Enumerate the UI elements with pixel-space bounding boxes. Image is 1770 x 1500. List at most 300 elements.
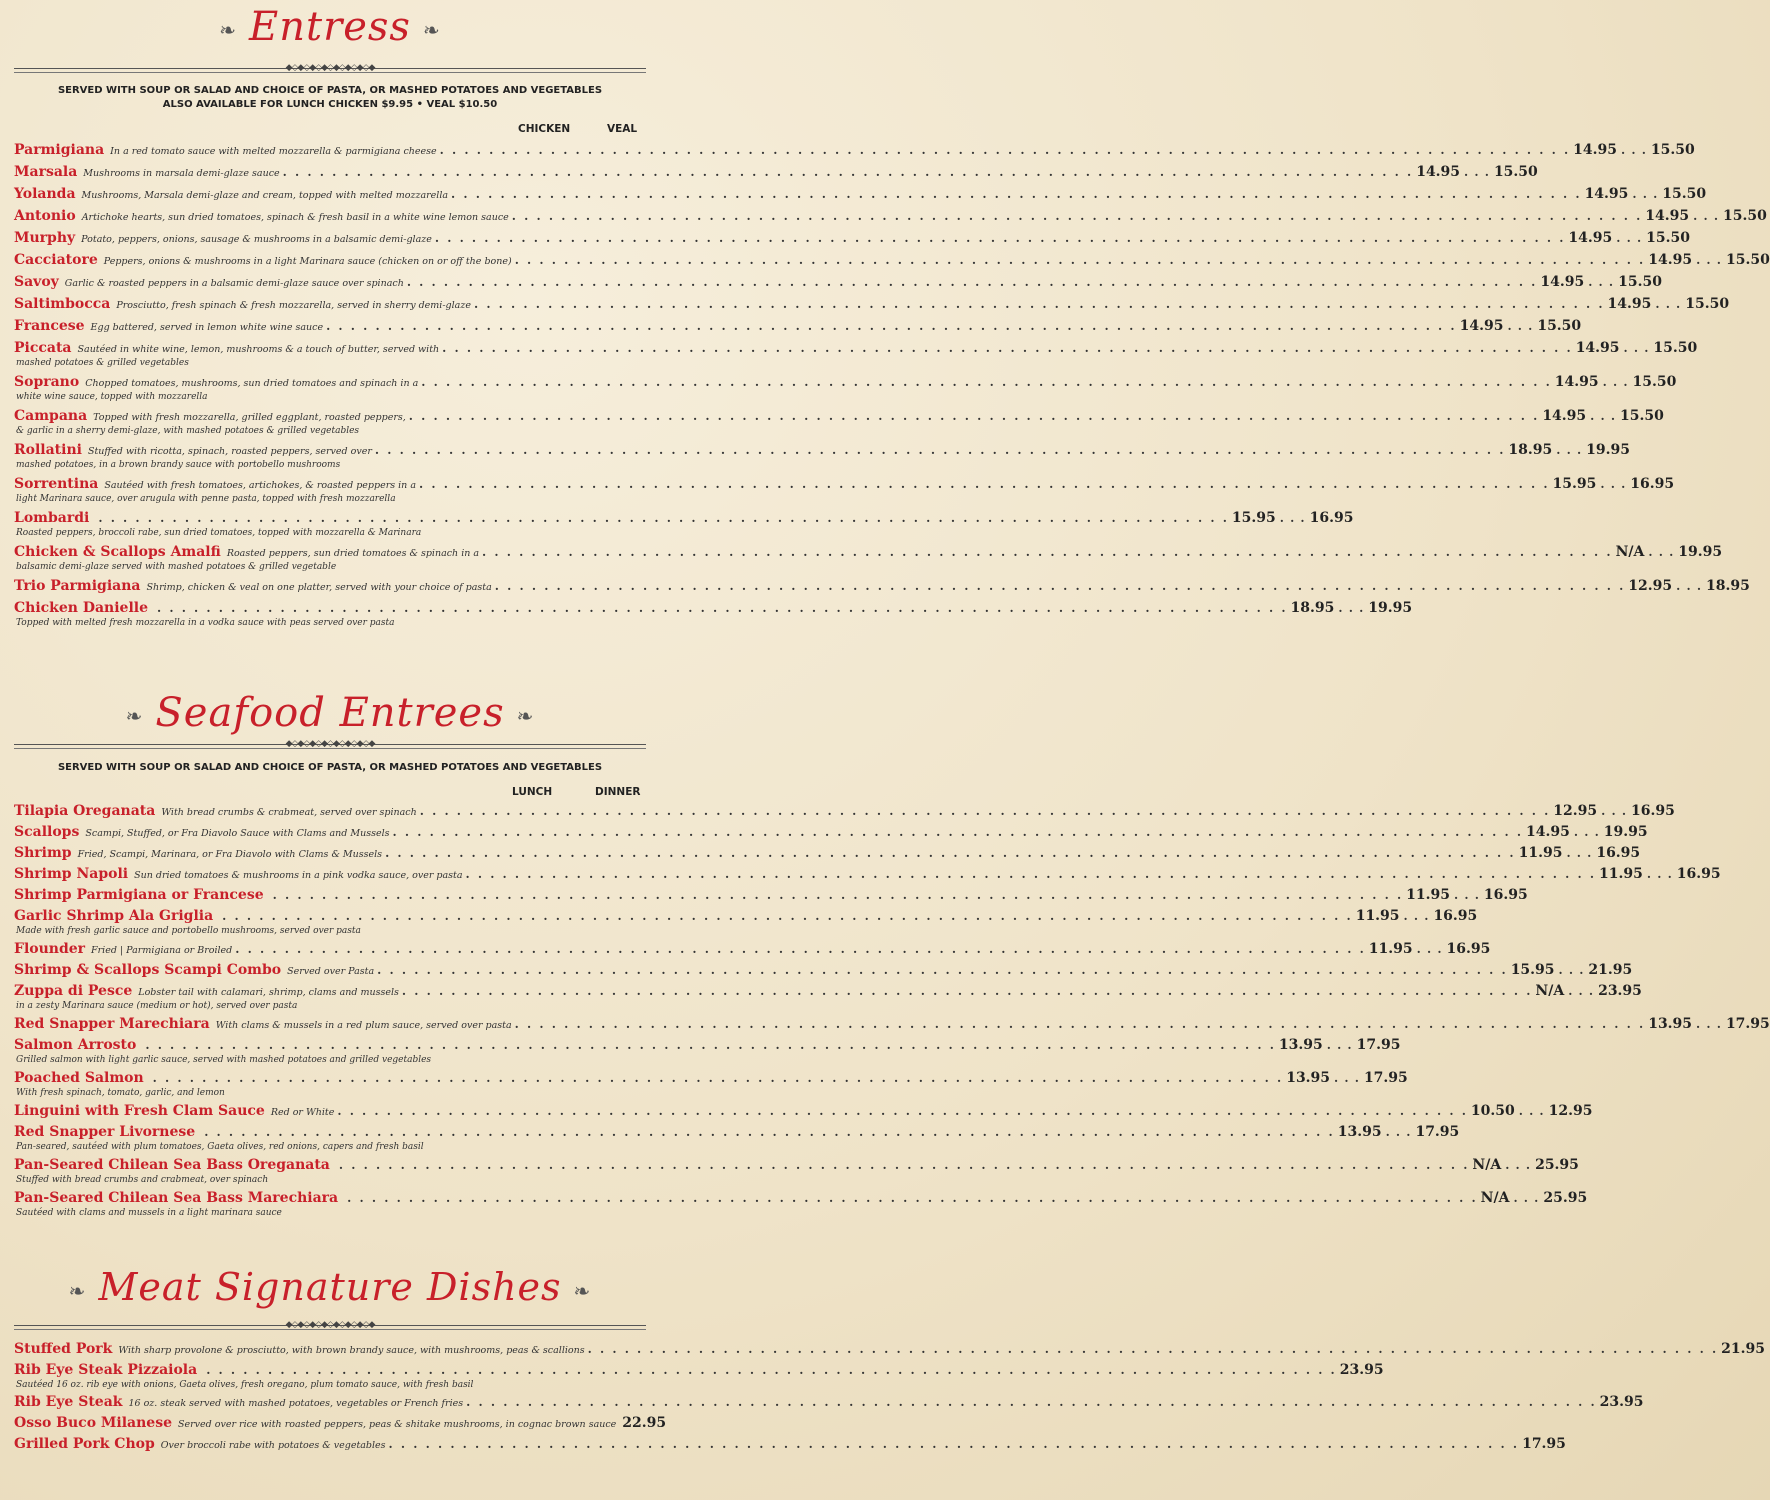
item-name: Linguini with Fresh Clam Sauce <box>14 1103 265 1119</box>
menu-item-line <box>14 1014 1770 1034</box>
price-separator: . . . <box>1326 1038 1353 1052</box>
dot-leader <box>402 981 1533 1001</box>
item-price-2: 15.50 <box>1618 274 1662 290</box>
item-name: Lombardi <box>14 510 90 526</box>
price-separator: . . . <box>1568 984 1595 998</box>
menu-item <box>14 822 1648 842</box>
item-price-1: 13.95 <box>1286 1070 1331 1086</box>
menu-item <box>14 1014 1770 1034</box>
dot-leader <box>442 338 1573 358</box>
dot-leader <box>420 801 1551 821</box>
flourish-left-icon: ❧ <box>125 704 144 728</box>
menu-item-line <box>14 542 1723 562</box>
item-name: Antonio <box>14 208 76 224</box>
menu-item-line <box>14 162 1538 182</box>
item-name: Scallops <box>14 824 80 840</box>
item-description: 16 oz. steak served with mashed potatoes, vegetables or French fries <box>128 1398 464 1409</box>
note-line-1: SERVED WITH SOUP OR SALAD AND CHOICE OF PASTA, OR MASHED POTATOES AND VEGETABLES <box>57 762 603 773</box>
item-name: Cacciatore <box>14 252 98 268</box>
dot-leader <box>515 1014 1646 1034</box>
item-price-2: 19.95 <box>1678 544 1723 560</box>
item-price-2: 16.95 <box>1446 941 1491 957</box>
seafood-note <box>0 761 660 775</box>
price-separator: . . . <box>1556 443 1583 457</box>
menu-item-line <box>14 1339 1765 1359</box>
menu-item <box>14 981 1642 1012</box>
item-description: Fried | Parmigiana or Broiled <box>91 945 233 956</box>
dot-leader <box>407 272 1538 292</box>
price-separator: . . . <box>1464 165 1490 179</box>
item-price-2: 25.95 <box>1535 1157 1579 1173</box>
dot-leader <box>465 864 1596 884</box>
column-header-chicken: CHICKEN <box>518 123 571 135</box>
item-subdescription: balsamic demi-glaze served with mashed potatoes & grilled vegetable <box>16 562 337 572</box>
item-description: Served over rice with roasted peppers, peas & shitake mushrooms, in cognac brown sauce <box>178 1419 617 1430</box>
dot-leader <box>466 1392 1597 1412</box>
menu-item-line <box>14 140 1695 160</box>
diamond-ornament-icon: ◆◇◆◇◆◇◆◇◆◇◆◇◆◇◆ <box>285 739 375 749</box>
menu-item-line <box>14 184 1707 204</box>
item-subdescription: Topped with melted fresh mozzarella in a vodka sauce with peas served over pasta <box>16 618 395 628</box>
menu-item <box>14 1122 1460 1153</box>
menu-item-line <box>14 1413 667 1433</box>
item-name: Pan-Seared Chilean Sea Bass Marechiara <box>14 1190 339 1206</box>
item-price-2: 17.95 <box>1725 1016 1770 1032</box>
menu-item-line <box>14 1188 1588 1208</box>
menu-item-line <box>14 474 1675 494</box>
item-price-2: 16.95 <box>1309 510 1354 526</box>
item-price-1: 11.95 <box>1599 866 1643 882</box>
item-subdescription: Pan-seared, sautéed with plum tomatoes, Gaeta olives, red onions, capers and fresh basil <box>16 1142 424 1152</box>
item-price-2: 15.50 <box>1725 252 1770 268</box>
item-price-2: 12.95 <box>1548 1103 1593 1119</box>
item-subdescription: light Marinara sauce, over arugula with penne pasta, topped with fresh mozzarella <box>16 494 396 504</box>
dot-leader <box>515 250 1646 270</box>
flourish-right-icon: ❧ <box>422 18 441 42</box>
menu-item <box>14 162 1538 182</box>
dot-leader <box>145 1035 1276 1055</box>
menu-item <box>14 885 1528 905</box>
dot-leader <box>409 406 1540 426</box>
price-separator: . . . <box>1632 187 1659 201</box>
menu-item-line <box>14 316 1582 336</box>
dot-leader <box>421 372 1552 392</box>
dot-leader <box>206 1360 1337 1380</box>
dot-leader <box>435 228 1566 248</box>
item-name: Savoy <box>14 274 59 290</box>
menu-item <box>14 184 1707 204</box>
item-price-1: 23.95 <box>1599 1394 1644 1410</box>
dot-leader <box>153 1068 1284 1088</box>
item-name: Osso Buco Milanese <box>14 1415 172 1431</box>
item-description: Prosciutto, fresh spinach & fresh mozzarella, served in sherry demi-glaze <box>116 300 471 311</box>
item-subdescription: & garlic in a sherry demi-glaze, with mashed potatoes & grilled vegetables <box>16 426 360 436</box>
price-separator: . . . <box>1648 545 1675 559</box>
menu-item <box>14 960 1633 980</box>
item-name: Salmon Arrosto <box>14 1037 137 1053</box>
dot-leader <box>474 294 1605 314</box>
item-price-2: 16.95 <box>1483 887 1528 903</box>
dot-leader <box>273 885 1404 905</box>
dot-leader <box>389 1434 1520 1454</box>
item-description: Over broccoli rabe with potatoes & vegetables <box>160 1440 386 1451</box>
menu-item <box>14 843 1641 863</box>
note-line-1: SERVED WITH SOUP OR SALAD AND CHOICE OF PASTA, OR MASHED POTATOES AND VEGETABLES <box>57 85 603 96</box>
item-price-2: 25.95 <box>1543 1190 1588 1206</box>
menu-item-line <box>14 1434 1566 1454</box>
menu-item-line <box>14 1122 1460 1142</box>
menu-item <box>14 1068 1408 1099</box>
item-name: Red Snapper Livornese <box>14 1124 196 1140</box>
item-name: Tilapia Oreganata <box>14 803 156 819</box>
entrees-note <box>0 84 660 112</box>
item-name: Soprano <box>14 374 80 390</box>
item-name: Rib Eye Steak Pizzaiola <box>14 1362 198 1378</box>
menu-item-line <box>14 406 1664 426</box>
dot-leader <box>326 316 1457 336</box>
item-description: In a red tomato sauce with melted mozzarella & parmigiana cheese <box>110 146 437 157</box>
menu-item <box>14 228 1690 248</box>
item-name: Yolanda <box>14 186 76 202</box>
item-price-1: 14.95 <box>1540 274 1585 290</box>
menu-item-line <box>14 1101 1593 1121</box>
menu-item-line <box>14 272 1662 292</box>
menu-item-line <box>14 508 1354 528</box>
item-subdescription: white wine sauce, topped with mozzarella <box>16 392 208 402</box>
price-separator: . . . <box>1513 1191 1540 1205</box>
item-price-2: 21.95 <box>1588 962 1633 978</box>
item-price-1: 11.95 <box>1355 908 1400 924</box>
item-name: Flounder <box>14 941 86 957</box>
price-separator: . . . <box>1416 942 1443 956</box>
menu-item-line <box>14 822 1648 842</box>
item-price-1: 11.95 <box>1368 941 1413 957</box>
price-separator: . . . <box>1573 825 1600 839</box>
item-price-2: 15.50 <box>1632 374 1677 390</box>
menu-item <box>14 1413 667 1433</box>
dot-leader <box>588 1339 1719 1359</box>
item-price-1: 14.95 <box>1526 824 1570 840</box>
price-separator: . . . <box>1403 909 1430 923</box>
item-price-1: 14.95 <box>1648 252 1693 268</box>
item-description: Chopped tomatoes, mushrooms, sun dried tomatoes and spinach in a <box>85 378 419 389</box>
price-separator: . . . <box>1600 477 1627 491</box>
item-description: Fried, Scampi, Marinara, or Fra Diavolo with Clams & Mussels <box>77 849 383 860</box>
menu-item <box>14 206 1767 226</box>
price-separator: . . . <box>1696 253 1722 267</box>
item-description: With clams & mussels in a red plum sauce, served over pasta <box>215 1020 512 1031</box>
price-separator: . . . <box>1621 143 1647 157</box>
item-subdescription: Sautéed 16 oz. rib eye with onions, Gaeta olives, fresh oregano, plum tomato sauce, with fresh basil <box>16 1380 474 1390</box>
diamond-ornament-icon: ◆◇◆◇◆◇◆◇◆◇◆◇◆◇◆ <box>285 63 375 73</box>
item-name: Shrimp & Scallops Scampi Combo <box>14 962 282 978</box>
item-name: Garlic Shrimp Ala Griglia <box>14 908 214 924</box>
item-subdescription: in a zesty Marinara sauce (medium or hot), served over pasta <box>16 1001 298 1011</box>
dot-leader <box>451 184 1582 204</box>
item-price-1: N/A <box>1615 544 1645 560</box>
menu-item-line <box>14 864 1721 884</box>
item-price-2: 19.95 <box>1368 600 1413 616</box>
price-separator: . . . <box>1655 297 1682 311</box>
price-separator: . . . <box>1507 319 1534 333</box>
menu-item-line <box>14 885 1528 905</box>
item-description: Garlic & roasted peppers in a balsamic demi-glaze sauce over spinach <box>64 278 404 289</box>
item-name: Murphy <box>14 230 76 246</box>
price-separator: . . . <box>1505 1158 1532 1172</box>
item-price-1: 14.95 <box>1584 186 1629 202</box>
menu-item <box>14 1155 1579 1186</box>
item-price-2: 15.50 <box>1723 208 1767 224</box>
price-separator: . . . <box>1696 1017 1722 1031</box>
dot-leader <box>512 206 1643 226</box>
item-price-2: 15.50 <box>1493 164 1538 180</box>
menu-item-line <box>14 1035 1401 1055</box>
price-separator: . . . <box>1602 375 1629 389</box>
item-price-1: 18.95 <box>1508 442 1553 458</box>
menu-item <box>14 598 1413 629</box>
item-name: Francese <box>14 318 85 334</box>
item-price-2: 16.95 <box>1596 845 1641 861</box>
item-price-1: 14.95 <box>1554 374 1599 390</box>
item-name: Trio Parmigiana <box>14 578 141 594</box>
item-description: Red or White <box>270 1107 335 1118</box>
menu-item <box>14 1434 1566 1454</box>
item-price-2: 15.50 <box>1662 186 1707 202</box>
menu-item-line <box>14 372 1677 392</box>
item-subdescription: Sautéed with clams and mussels in a light marinara sauce <box>16 1208 282 1218</box>
item-description: With sharp provolone & prosciutto, with brown brandy sauce, with mushrooms, peas & scallions <box>118 1345 585 1356</box>
flourish-right-icon: ❧ <box>573 1278 592 1303</box>
item-price-1: 13.95 <box>1278 1037 1323 1053</box>
item-name: Shrimp Parmigiana or Francese <box>14 887 264 903</box>
item-price-1: 14.95 <box>1568 230 1613 246</box>
item-price-1: 12.95 <box>1553 803 1598 819</box>
item-name: Zuppa di Pesce <box>14 983 133 999</box>
dot-leader <box>339 1155 1470 1175</box>
menu-item <box>14 906 1478 937</box>
menu-item-line <box>14 294 1730 314</box>
dot-leader <box>495 576 1626 596</box>
item-price-1: 14.95 <box>1645 208 1690 224</box>
menu-item-line <box>14 1068 1408 1088</box>
meat-title: ❧ Meat Signature Dishes ❧ <box>68 1265 592 1309</box>
menu-item-line <box>14 1360 1384 1380</box>
item-name: Piccata <box>14 340 72 356</box>
item-description: Stuffed with ricotta, spinach, roasted peppers, served over <box>87 446 372 457</box>
price-separator: . . . <box>1454 888 1480 902</box>
item-description: Roasted peppers, sun dried tomatoes & spinach in a <box>226 548 480 559</box>
menu-item <box>14 294 1730 314</box>
menu-item <box>14 1101 1593 1121</box>
item-name: Chicken & Scallops Amalfi <box>14 544 221 560</box>
menu-item <box>14 801 1675 821</box>
flourish-right-icon: ❧ <box>516 704 535 728</box>
item-price-2: 17.95 <box>1356 1037 1401 1053</box>
menu-item <box>14 542 1723 573</box>
price-separator: . . . <box>1338 601 1365 615</box>
price-separator: . . . <box>1590 409 1617 423</box>
item-name: Parmigiana <box>14 142 105 158</box>
price-separator: . . . <box>1588 275 1615 289</box>
menu-item <box>14 474 1675 505</box>
dot-leader <box>482 542 1613 562</box>
item-price-2: 23.95 <box>1598 983 1642 999</box>
menu-item-line <box>14 598 1413 618</box>
price-separator: . . . <box>1566 846 1593 860</box>
item-price-1: 14.95 <box>1416 164 1461 180</box>
item-price-1: 11.95 <box>1406 887 1450 903</box>
price-separator: . . . <box>1676 579 1703 593</box>
price-separator: . . . <box>1334 1071 1360 1085</box>
price-separator: . . . <box>1623 341 1650 355</box>
menu-item <box>14 939 1491 959</box>
entrees-title: ❧ Entress ❧ <box>219 4 441 50</box>
price-separator: . . . <box>1558 963 1585 977</box>
dot-leader <box>375 440 1506 460</box>
item-price-2: 18.95 <box>1706 578 1750 594</box>
item-price-2: 15.50 <box>1537 318 1582 334</box>
price-separator: . . . <box>1518 1104 1545 1118</box>
menu-item <box>14 1360 1384 1391</box>
dot-leader <box>235 939 1366 959</box>
column-header-veal: VEAL <box>607 123 638 135</box>
item-price-2: 17.95 <box>1363 1070 1408 1086</box>
dot-leader <box>347 1188 1478 1208</box>
item-subdescription: mashed potatoes & grilled vegetables <box>16 358 189 368</box>
item-name: Marsala <box>14 164 78 180</box>
price-separator: . . . <box>1616 231 1643 245</box>
item-price-1: 23.95 <box>1339 1362 1384 1378</box>
item-price-1: 15.95 <box>1510 962 1555 978</box>
item-description: Sautéed in white wine, lemon, mushrooms & a touch of butter, served with <box>77 344 440 355</box>
column-header-lunch: LUNCH <box>512 786 553 798</box>
item-name: Stuffed Pork <box>14 1341 113 1357</box>
item-description: Mushrooms, Marsala demi-glaze and cream, topped with melted mozzarella <box>81 190 449 201</box>
menu-item <box>14 576 1750 596</box>
menu-item <box>14 140 1695 160</box>
item-price-2: 19.95 <box>1603 824 1648 840</box>
item-price-2: 15.50 <box>1685 296 1730 312</box>
note-line-2: ALSO AVAILABLE FOR LUNCH CHICKEN $9.95 • VEAL $10.50 <box>162 99 498 110</box>
menu-item <box>14 1392 1644 1412</box>
dot-leader <box>283 162 1414 182</box>
item-price-1: 12.95 <box>1628 578 1673 594</box>
item-price-1: 14.95 <box>1459 318 1504 334</box>
item-description: Scampi, Stuffed, or Fra Diavolo Sauce with Clams and Mussels <box>85 828 390 839</box>
menu-item <box>14 406 1664 437</box>
item-name: Pan-Seared Chilean Sea Bass Oreganata <box>14 1157 330 1173</box>
item-subdescription: With fresh spinach, tomato, garlic, and lemon <box>16 1088 225 1098</box>
menu-item-line <box>14 206 1767 226</box>
item-price-2: 15.50 <box>1650 142 1695 158</box>
flourish-left-icon: ❧ <box>219 18 238 42</box>
item-price-2: 16.95 <box>1630 476 1675 492</box>
menu-item-line <box>14 228 1690 248</box>
item-price-1: 14.95 <box>1542 408 1587 424</box>
menu-item-line <box>14 338 1698 358</box>
item-price-2: 16.95 <box>1433 908 1478 924</box>
price-separator: . . . <box>1385 1125 1412 1139</box>
item-price-2: 15.50 <box>1620 408 1664 424</box>
item-name: Grilled Pork Chop <box>14 1436 155 1452</box>
item-price-1: 14.95 <box>1573 142 1618 158</box>
dot-leader <box>157 598 1288 618</box>
dot-leader <box>419 474 1550 494</box>
item-description: Potato, peppers, onions, sausage & mushrooms in a balsamic demi-glaze <box>81 234 432 245</box>
menu-item-line <box>14 576 1750 596</box>
menu-item <box>14 440 1630 471</box>
item-subdescription: Grilled salmon with light garlic sauce, served with mashed potatoes and grilled vegetables <box>16 1055 432 1065</box>
menu-item <box>14 864 1721 884</box>
menu-item <box>14 272 1662 292</box>
item-name: Poached Salmon <box>14 1070 144 1086</box>
item-name: Saltimbocca <box>14 296 111 312</box>
item-price-1: 13.95 <box>1337 1124 1382 1140</box>
dot-leader <box>393 822 1524 842</box>
item-name: Shrimp <box>14 845 72 861</box>
item-price-1: 14.95 <box>1607 296 1652 312</box>
diamond-ornament-icon: ◆◇◆◇◆◇◆◇◆◇◆◇◆◇◆ <box>285 1320 375 1330</box>
item-subdescription: Made with fresh garlic sauce and portobello mushrooms, served over pasta <box>16 926 361 936</box>
item-description: Served over Pasta <box>287 966 375 977</box>
item-description: Sautéed with fresh tomatoes, artichokes, & roasted peppers in a <box>104 480 416 491</box>
dot-leader <box>204 1122 1335 1142</box>
item-description: Lobster tail with calamari, shrimp, clams and mussels <box>138 987 399 998</box>
menu-item <box>14 338 1698 369</box>
menu-item-line <box>14 960 1633 980</box>
item-price-1: N/A <box>1535 983 1565 999</box>
dot-leader <box>377 960 1508 980</box>
item-description: With bread crumbs & crabmeat, served over spinach <box>161 807 417 818</box>
menu-item-line <box>14 250 1770 270</box>
item-subdescription: mashed potatoes, in a brown brandy sauce with portobello mushrooms <box>16 460 341 470</box>
item-description: Egg battered, served in lemon white wine sauce <box>90 322 324 333</box>
dot-leader <box>222 906 1353 926</box>
price-separator: . . . <box>1693 209 1720 223</box>
item-price-1: 14.95 <box>1575 340 1620 356</box>
item-description: Sun dried tomatoes & mushrooms in a pink vodka sauce, over pasta <box>134 870 463 881</box>
seafood-title: ❧ Seafood Entrees ❧ <box>125 690 535 736</box>
menu-item <box>14 1339 1765 1359</box>
item-price-2: 15.50 <box>1653 340 1698 356</box>
item-price-1: 21.95 <box>1721 1341 1765 1357</box>
menu-item <box>14 1035 1401 1066</box>
item-price-2: 19.95 <box>1586 442 1630 458</box>
item-price-2: 15.50 <box>1646 230 1690 246</box>
item-price-1: 11.95 <box>1518 845 1563 861</box>
item-price-1: 22.95 <box>622 1415 667 1431</box>
column-header-dinner: DINNER <box>595 786 641 798</box>
price-separator: . . . <box>1601 804 1627 818</box>
dot-leader <box>98 508 1229 528</box>
dot-leader <box>440 140 1571 160</box>
item-price-1: 18.95 <box>1290 600 1335 616</box>
item-name: Sorrentina <box>14 476 99 492</box>
item-price-1: 13.95 <box>1648 1016 1693 1032</box>
item-price-1: 10.50 <box>1470 1103 1515 1119</box>
item-price-2: 17.95 <box>1415 1124 1460 1140</box>
flourish-left-icon: ❧ <box>68 1278 87 1303</box>
price-separator: . . . <box>1646 867 1673 881</box>
item-price-1: 15.95 <box>1552 476 1597 492</box>
item-name: Rollatini <box>14 442 82 458</box>
menu-item-line <box>14 981 1642 1001</box>
item-price-1: N/A <box>1480 1190 1510 1206</box>
item-price-2: 16.95 <box>1631 803 1675 819</box>
price-separator: . . . <box>1279 511 1306 525</box>
menu-item-line <box>14 801 1675 821</box>
item-description: Peppers, onions & mushrooms in a light Marinara sauce (chicken on or off the bone) <box>103 256 512 267</box>
